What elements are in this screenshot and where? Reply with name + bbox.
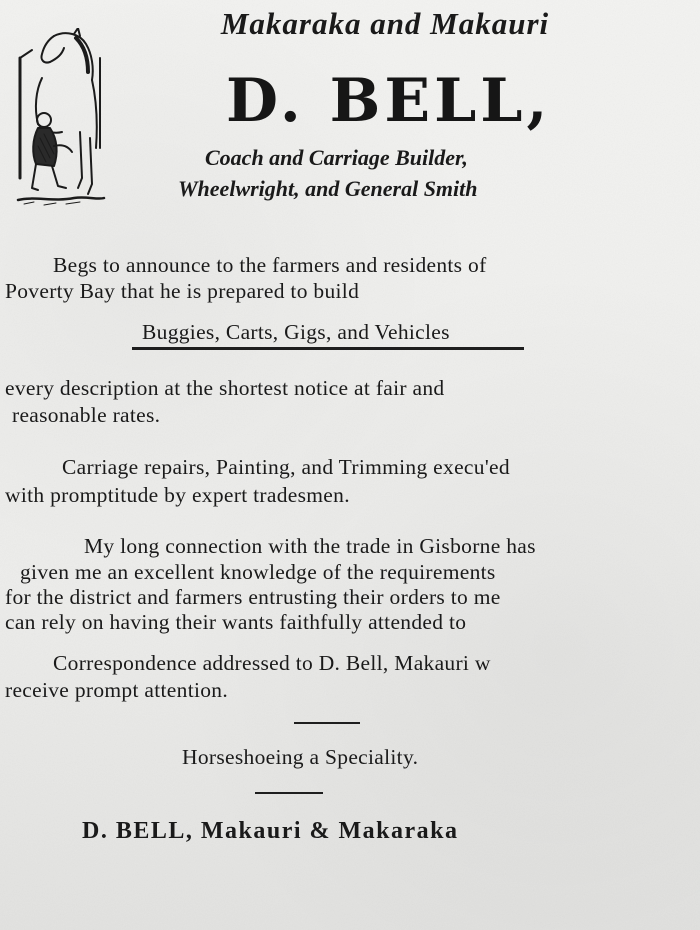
connection-line-3: for the district and farmers entrusting their orders to me — [5, 585, 501, 609]
divider-lower — [255, 792, 323, 794]
horseshoeing-speciality: Horseshoeing a Speciality. — [182, 745, 419, 769]
description-line-1: every description at the shortest notice at fair and — [5, 376, 445, 400]
repairs-line-2: with promptitude by expert tradesmen. — [5, 483, 350, 507]
proprietor-name: D. BELL, — [226, 66, 552, 136]
connection-line-2: given me an excellent knowledge of the requirements — [20, 560, 496, 584]
connection-line-1: My long connection with the trade in Gisborne has — [84, 534, 536, 558]
feature-underline — [132, 347, 524, 350]
description-line-2: reasonable rates. — [12, 403, 161, 427]
correspondence-line-2: receive prompt attention. — [5, 678, 229, 702]
trade-line-2: Wheelwright, and General Smith — [178, 176, 478, 201]
announcement-line-2: Poverty Bay that he is prepared to build — [5, 279, 360, 303]
trade-line-1: Coach and Carriage Builder, — [205, 145, 468, 170]
locality-heading: Makaraka and Makauri — [220, 6, 550, 41]
divider-upper — [294, 722, 360, 724]
announcement-line-1: Begs to announce to the farmers and residents of — [53, 253, 487, 277]
vehicles-feature-line: Buggies, Carts, Gigs, and Vehicles — [142, 320, 450, 344]
connection-line-4: can rely on having their wants faithfully attended to — [5, 610, 467, 634]
correspondence-line-1: Correspondence addressed to D. Bell, Makauri w — [53, 651, 491, 675]
repairs-line-1: Carriage repairs, Painting, and Trimming execu'ed — [62, 455, 510, 479]
farrier-shoeing-horse-icon — [14, 28, 106, 208]
closing-signature: D. BELL, Makauri & Makaraka — [82, 818, 459, 844]
